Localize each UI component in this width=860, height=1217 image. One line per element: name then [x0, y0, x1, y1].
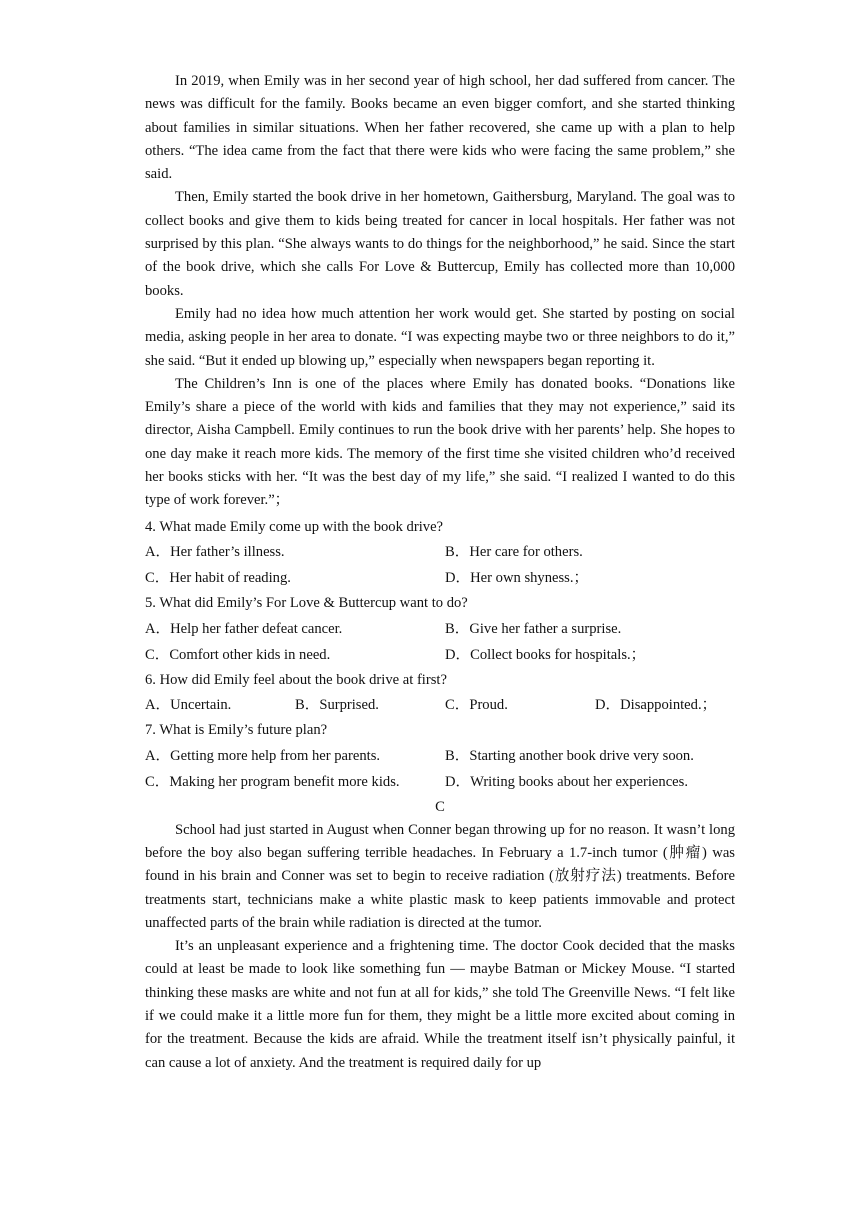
- question-7: [145, 718, 735, 795]
- document-page: [145, 70, 735, 1075]
- option-a: A．Getting more help from her parents.: [145, 747, 381, 764]
- passage-paragraph: It’s an unpleasant experience and a frightening time. The doctor Cook decided that the masks could at least be made to look like something fun — maybe Batman or Mickey Mouse. “I started thinking these masks are white and not fun at all for kids,” she told The Greenville News. “I felt like if we could make it a little more fun for them, they might be a little more excited about coming in for the treatment. Because the kids are afraid. While the treatment itself isn’t physically painful, it can cause a lot of anxiety. And the treatment is required daily for up: [145, 938, 735, 1071]
- question-stem: 5. What did Emily’s For Love & Buttercup want to do?: [145, 595, 468, 612]
- question-stem: 7. What is Emily’s future plan?: [145, 722, 328, 739]
- passage-paragraph: School had just started in August when Conner began throwing up for no reason. It wasn’t long before the boy also began suffering terrible headaches. In February a 1.7-inch tumor (肿瘤) was found in his brain and Conner was set to begin to receive radiation (放射疗法) treatments. Before treatments start, technicians make a white plastic mask to keep patients immovable and protect unaffected parts of the brain while radiation is directed at the tumor.: [145, 821, 735, 931]
- passage-paragraph: Emily had no idea how much attention her work would get. She started by posting on social media, asking people in her area to donate. “I was expecting maybe two or three neighbors to do it,” she said. “But it ended up blowing up,” especially when newspapers began reporting it.: [145, 305, 735, 369]
- passage-paragraph: In 2019, when Emily was in her second year of high school, her dad suffered from cancer. The news was difficult for the family. Books became an even bigger comfort, and she started thinking about families in similar situations. When her father recovered, she came up with a plan to help others. “The idea came from the fact that there were kids who were facing the same problem,” she said.: [145, 73, 735, 183]
- question-4: [145, 515, 735, 592]
- option-b: B．Surprised.: [295, 697, 379, 714]
- option-b: B．Starting another book drive very soon.: [445, 747, 694, 764]
- option-a: A．Her father’s illness.: [145, 544, 285, 561]
- option-b: B．Her care for others.: [445, 544, 583, 561]
- options: [145, 692, 735, 718]
- option-c: C．Making her program benefit more kids.: [145, 773, 400, 790]
- passage-paragraph: The Children’s Inn is one of the places where Emily has donated books. “Donations like Emily’s share a piece of the world with kids and families that they may not experience,” said its director, Aisha Campbell. Emily continues to run the book drive with her parents’ help. She hopes to one day make it reach more kids. The memory of the first time she visited children who’d received her books sticks with her. “It was the best day of my life,” she said. “I realized I wanted to do this type of work forever.”；: [145, 375, 735, 509]
- question-stem: 6. How did Emily feel about the book drive at first?: [145, 671, 447, 688]
- options: [145, 539, 735, 591]
- option-b: B．Give her father a surprise.: [445, 620, 622, 637]
- option-d: D．Writing books about her experiences.: [445, 773, 688, 790]
- option-a: A．Help her father defeat cancer.: [145, 620, 343, 637]
- options: [145, 616, 735, 668]
- option-d: D．Disappointed.；: [595, 697, 717, 714]
- option-c: C．Proud.: [445, 697, 508, 714]
- passage-paragraph: Then, Emily started the book drive in her hometown, Gaithersburg, Maryland. The goal was to collect books and give them to kids being treated for cancer in local hospitals. Her father was not surprised by this plan. “She always wants to do things for the neighborhood,” he said. Since the start of the book drive, which she calls For Love & Buttercup, Emily has collected more than 10,000 books.: [145, 189, 735, 299]
- option-c: C．Her habit of reading.: [145, 570, 291, 587]
- question-5: [145, 591, 735, 668]
- option-c: C．Comfort other kids in need.: [145, 646, 331, 663]
- options: [145, 743, 735, 795]
- question-6: [145, 668, 735, 719]
- option-d: D．Her own shyness.；: [445, 570, 589, 587]
- question-stem: 4. What made Emily come up with the book drive?: [145, 518, 444, 535]
- option-a: A．Uncertain.: [145, 697, 232, 714]
- passage-c: [145, 819, 735, 1075]
- section-heading: C: [435, 798, 445, 815]
- passage-b: [145, 70, 735, 513]
- option-d: D．Collect books for hospitals.；: [445, 646, 646, 663]
